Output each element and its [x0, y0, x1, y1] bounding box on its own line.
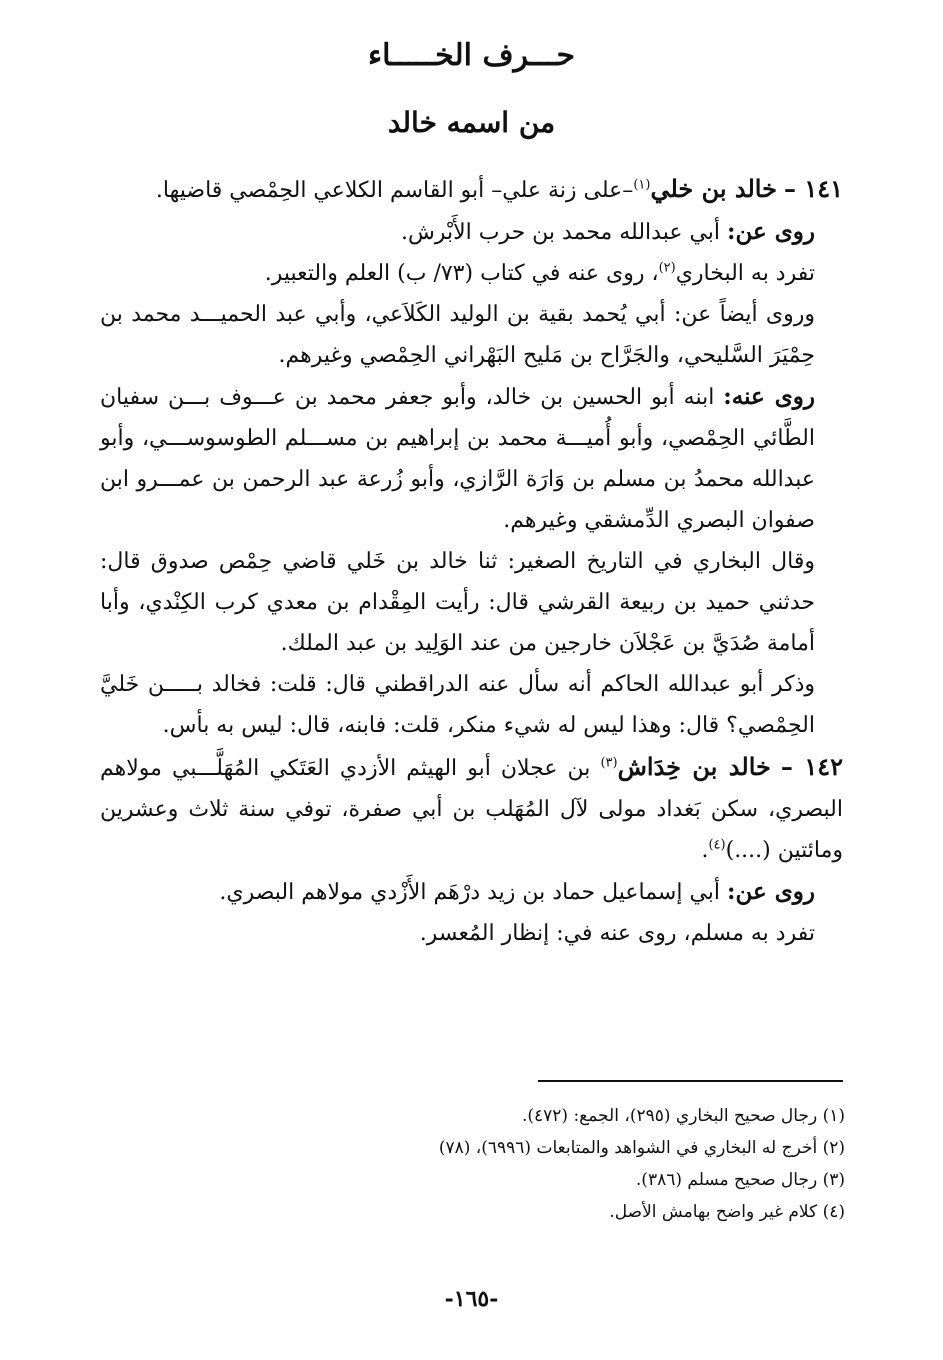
- bukhari-saghir-paragraph: وقال البخاري في التاريخ الصغير: ثنا خالد بن خَلي قاضي حِمْص صدوق قال: حدثني حميد بن ربيعة القرشي قال: رأيت المِقْدام بن معدي كرب الكِنْدي، وأبا أمامة صُدَيَّ بن عَجْلاَن خارجين من عند الوَلِيد بن عبد الملك.: [100, 549, 815, 656]
- narrated-from-text: أبي عبدالله محمد بن حرب الأَبْرش.: [400, 220, 721, 245]
- tafarrud-text: تفرد به البخاري: [675, 261, 815, 286]
- entry-description: بن عجلان أبو الهيثم الأزدي العَتَكي المُهَلَّـــبي مولاهم البصري، سكن بَغداد مولى لآل المُهَلب بن أبي صفرة، توفي سنة ثلاث وعشرين ومائتين (....): [100, 756, 843, 863]
- entry-description-end: .: [701, 838, 709, 863]
- tafarrud-text-cont: ، روى عنه في كتاب (٧٣/ ب) العلم والتعبير.: [264, 261, 659, 286]
- footnote-ref: (٤): [708, 837, 726, 853]
- entry-142-heading: [100, 746, 843, 871]
- footnote-2: (٢) أخرج له البخاري في الشواهد والمتابعات (٦٩٩٦)، (٧٨): [438, 1138, 845, 1158]
- narrated-by-paragraph: [100, 376, 843, 541]
- entry-name: خالد بن خِدَاش: [617, 752, 771, 781]
- narrated-by-label: روى عنه:: [723, 383, 815, 410]
- narrated-from-label: روى عن:: [727, 218, 815, 245]
- entry-number: ١٤٢ –: [780, 752, 844, 781]
- chapter-title: حـــرف الخـــــاء: [367, 38, 576, 73]
- footnote-4: (٤) كلام غير واضح بهامش الأصل.: [609, 1202, 845, 1222]
- hakim-paragraph: وذكر أبو عبدالله الحاكم أنه سأل عنه الدراقطني قال: قلت: فخالد بـــــن خَليَّ الحِمْصي؟ قال: وهذا ليس له شيء منكر، قلت: فابنه، قال: ليس به بأس.: [100, 672, 815, 738]
- narrated-from-line: [100, 871, 843, 913]
- footnote-1: (١) رجال صحيح البخاري (٢٩٥)، الجمع: (٤٧٢).: [521, 1106, 845, 1126]
- narrated-from-text: أبي إسماعيل حماد بن زيد درْهَم الأَزْدي مولاهم البصري.: [219, 880, 721, 905]
- narrated-from-label: روى عن:: [727, 878, 815, 905]
- page-number: -١٦٥-: [444, 1286, 499, 1312]
- entry-141-heading: [100, 168, 843, 211]
- footnote-ref: (٢): [658, 260, 676, 276]
- narrated-from-line: [100, 211, 843, 253]
- section-title: من اسمه خالد: [387, 106, 556, 139]
- tafarrud-line: [100, 253, 843, 294]
- footnote-ref: (٣): [600, 755, 618, 771]
- entry-description: –على زنة علي– أبو القاسم الكلاعي الحِمْصي قاضيها.: [155, 178, 634, 203]
- tafarrud-line: تفرد به مسلم، روى عنه في: إنظار المُعسر.: [419, 921, 815, 946]
- footnote-3: (٣) رجال صحيح مسلم (٣٨٦).: [635, 1170, 845, 1190]
- entry-name: خالد بن خلي: [650, 174, 777, 203]
- narrated-by-text: ابنه أبو الحسين بن خالد، وأبو جعفر محمد بن عـــوف بـــن سفيان الطَّائي الحِمْصي، وأبو أُميـــة محمد بن إبراهيم بن مســـلم الطوسوســـي، وأبو عبدالله محمدُ بن مسلم بن وَارَة الرَّازي، وأبو زُرعة عبد الرحمن بن عمـــرو ابن صفوان البصري الدِّمشقي وغيرهم.: [100, 385, 815, 533]
- footnotes: [100, 1100, 845, 1228]
- main-text: [100, 168, 843, 954]
- entry-number: ١٤١ –: [783, 174, 843, 203]
- also-narrated-paragraph: وروى أيضاً عن: أبي يُحمد بقية بن الوليد الكَلاَعي، وأبي عبد الحميـــد محمد بن حِمْيَرَ السَّليحي، والجَرَّاح بن مَليح البَهْراني الحِمْصي وغيرهم.: [100, 302, 815, 368]
- footnote-ref: (١): [633, 177, 651, 193]
- footnote-separator: [538, 1080, 843, 1082]
